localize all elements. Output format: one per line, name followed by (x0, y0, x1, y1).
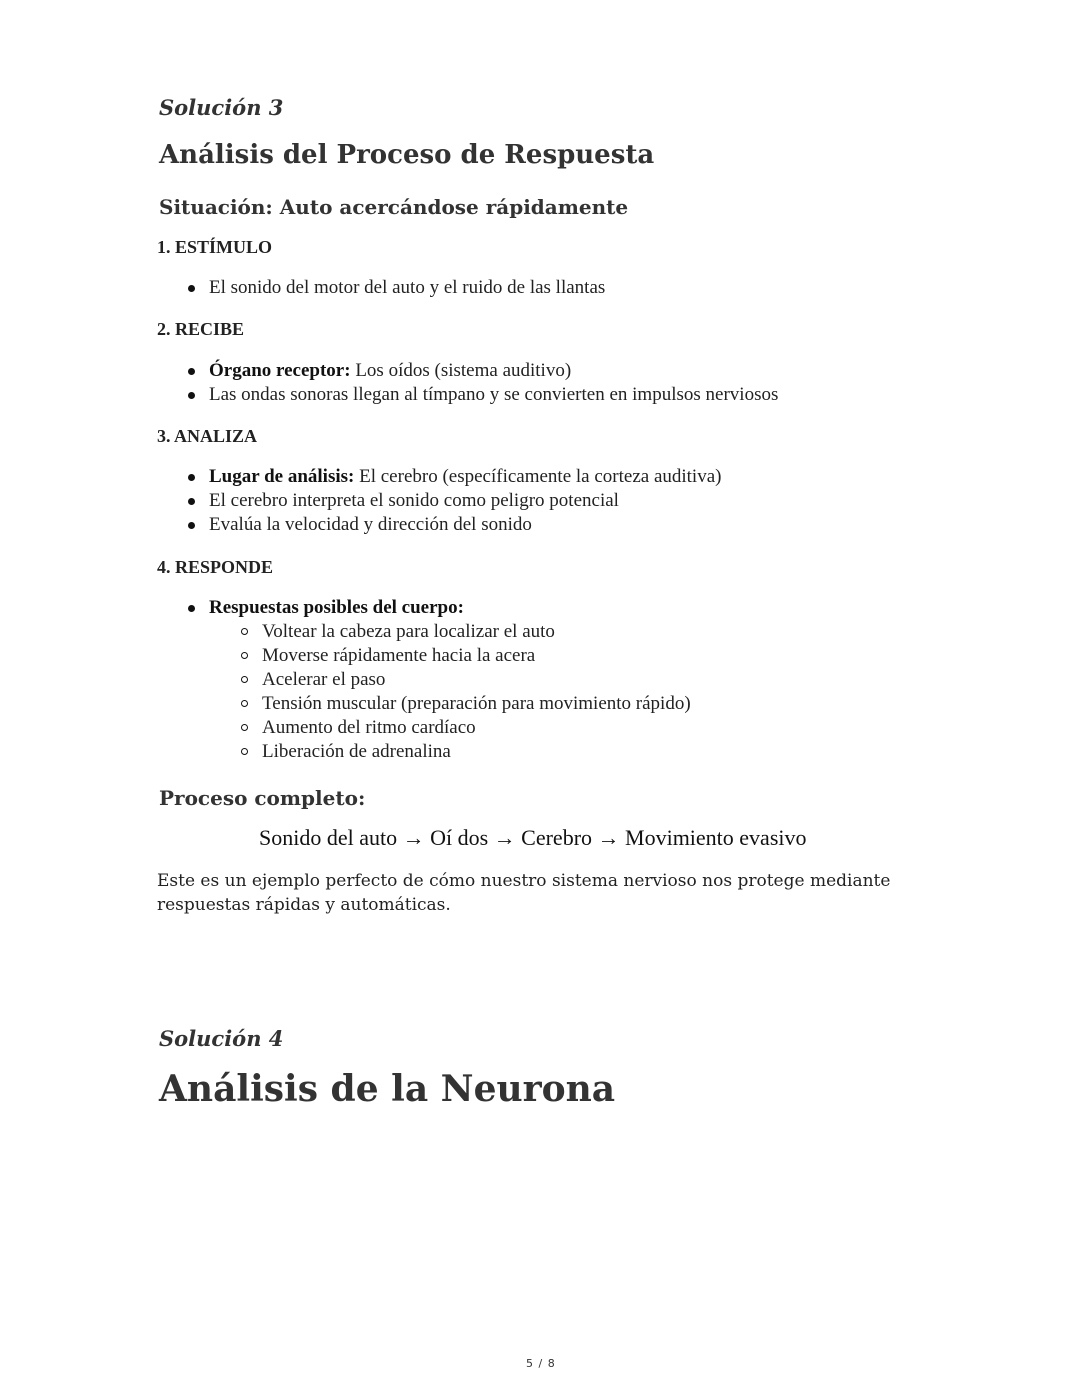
list-item (209, 277, 605, 299)
sub-bullet-icon (241, 628, 248, 635)
bullet-icon (188, 605, 195, 612)
sub-list-item: Aumento del ritmo cardíaco (262, 717, 476, 738)
list-item-bold: Órgano receptor: (209, 360, 351, 381)
page-number: 5 / 8 (526, 1357, 556, 1370)
sub-bullet-icon (241, 676, 248, 683)
list-item-text: Los oídos (sistema auditivo) (350, 360, 572, 381)
list-item (209, 490, 619, 512)
bullet-icon (188, 368, 195, 375)
bullet-icon (188, 285, 195, 292)
solution-label: Solución 4 (159, 1026, 284, 1051)
bullet-icon (188, 498, 195, 505)
list-item (209, 514, 532, 536)
sub-bullet-icon (241, 652, 248, 659)
list-item-bold: Lugar de análisis: (209, 466, 355, 487)
bullet-icon (188, 474, 195, 481)
list-item (209, 360, 571, 382)
bullet-icon (188, 522, 195, 529)
sub-list-item: Tensión muscular (preparación para movimiento rápido) (262, 693, 691, 714)
list-item (209, 384, 778, 406)
section-title: Análisis del Proceso de Respuesta (159, 140, 655, 170)
step-heading-recibe: 2. RECIBE (157, 319, 245, 339)
step-heading-estimulo: 1. ESTÍMULO (157, 237, 273, 257)
bullet-icon (188, 392, 195, 399)
step-heading-analiza: 3. ANALIZA (157, 426, 258, 446)
section-title: Análisis de la Neurona (159, 1068, 616, 1110)
sub-list-item: Liberación de adrenalina (262, 741, 451, 762)
sub-list-item: Acelerar el paso (262, 669, 386, 690)
list-item (209, 466, 721, 488)
process-heading: Proceso completo: (159, 786, 366, 810)
sub-bullet-icon (241, 700, 248, 707)
sub-bullet-icon (241, 748, 248, 755)
list-item-text: El sonido del motor del auto y el ruido de las llantas (209, 277, 606, 298)
list-item-text: Las ondas sonoras llegan al tímpano y se convierten en impulsos nerviosos (209, 384, 779, 405)
solution-label: Solución 3 (159, 95, 284, 120)
situation-heading: Situación: Auto acercándose rápidamente (159, 195, 629, 219)
list-item-text: El cerebro interpreta el sonido como peligro potencial (209, 490, 619, 511)
list-item (209, 597, 464, 619)
sub-list-item: Voltear la cabeza para localizar el auto (262, 621, 555, 642)
sub-bullet-icon (241, 724, 248, 731)
list-item-bold: Respuestas posibles del cuerpo: (209, 597, 464, 618)
process-formula: Sonido del auto → Oí dos → Cerebro → Movimiento evasivo (259, 825, 807, 850)
step-heading-responde: 4. RESPONDE (157, 557, 274, 577)
list-item-text: El cerebro (específicamente la corteza auditiva) (354, 466, 722, 487)
list-item-text: Evalúa la velocidad y dirección del sonido (209, 514, 532, 535)
sub-list-item: Moverse rápidamente hacia la acera (262, 645, 536, 666)
conclusion-line: respuestas rápidas y automáticas. (157, 895, 451, 915)
conclusion-line: Este es un ejemplo perfecto de cómo nuestro sistema nervioso nos protege mediante (157, 871, 891, 891)
